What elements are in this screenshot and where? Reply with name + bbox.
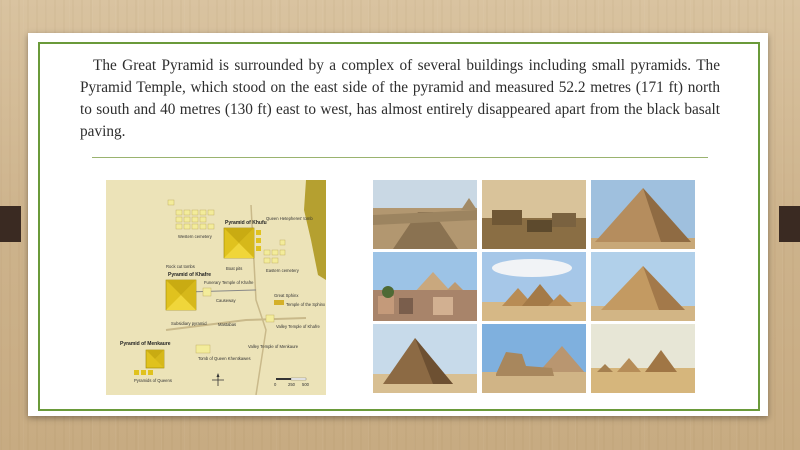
giza-site-map [106, 180, 326, 395]
label-great-sphinx: Great Sphinx [274, 293, 299, 298]
slide-paragraph: The Great Pyramid is surrounded by a complex of several buildings including small pyramids. The Pyramid Temple, which stood on the east side of the pyramid and measured 52.2 metres (171 ft) north to south and 40 metres (130 ft) east to west, has almost entirely disappeared apart from the black basalt paving. [80, 57, 720, 140]
label-eastern-cemetery: Eastern cemetery [266, 268, 299, 273]
label-rock-cut: Rock cut tombs [166, 264, 195, 269]
sphinx-shape [274, 300, 284, 305]
khafre-pyramid-shape [166, 280, 196, 310]
svg-text:0: 0 [274, 382, 277, 387]
label-khafre: Pyramid of Khafre [168, 272, 212, 278]
sphinx-and-pyramid-photo [482, 324, 586, 393]
label-queens-pyramids: Pyramids of Queens [134, 378, 172, 383]
pyramids-behind-city-photo [373, 252, 477, 321]
label-valley-khafre: Valley Temple of Khafre [276, 324, 320, 329]
pyramids-panorama-photo [591, 324, 695, 393]
label-funerary-temple: Funerary Temple of Khafre [204, 280, 254, 285]
ruined-temple-stones-photo [482, 180, 586, 249]
great-pyramid-sky-photo [591, 180, 695, 249]
khafre-pyramid-photo [591, 252, 695, 321]
khufu-pyramid-shape [224, 228, 254, 258]
label-mastabas: Mastabas [218, 322, 237, 327]
label-queens-tomb: Queen Hetepheres' tomb [266, 216, 313, 221]
svg-text:500: 500 [302, 382, 309, 387]
photo-grid [373, 180, 695, 393]
excavated-trench-photo [373, 180, 477, 249]
label-causeway: Causeway [216, 298, 236, 303]
divider-rule [92, 157, 708, 158]
label-western-cemetery: Western cemetery [178, 234, 212, 239]
label-khentkawes: Tomb of Queen Khentkawes [198, 356, 251, 361]
three-pyramids-desert-photo [482, 252, 586, 321]
right-slide-tab [779, 206, 800, 242]
left-slide-tab [0, 206, 21, 242]
small-queens-pyramid-photo [373, 324, 477, 393]
label-menkaure: Pyramid of Menkaure [120, 341, 171, 347]
label-khufu: Pyramid of Khufu [225, 220, 267, 226]
label-valley-menkaure: Valley Temple of Menkaure [248, 344, 299, 349]
label-sphinx-temple: Temple of the Sphinx [286, 302, 326, 307]
label-subsidiary: Subsidiary pyramid [171, 321, 207, 326]
label-boat-pits: Boat pits [226, 266, 243, 271]
svg-text:250: 250 [288, 382, 295, 387]
